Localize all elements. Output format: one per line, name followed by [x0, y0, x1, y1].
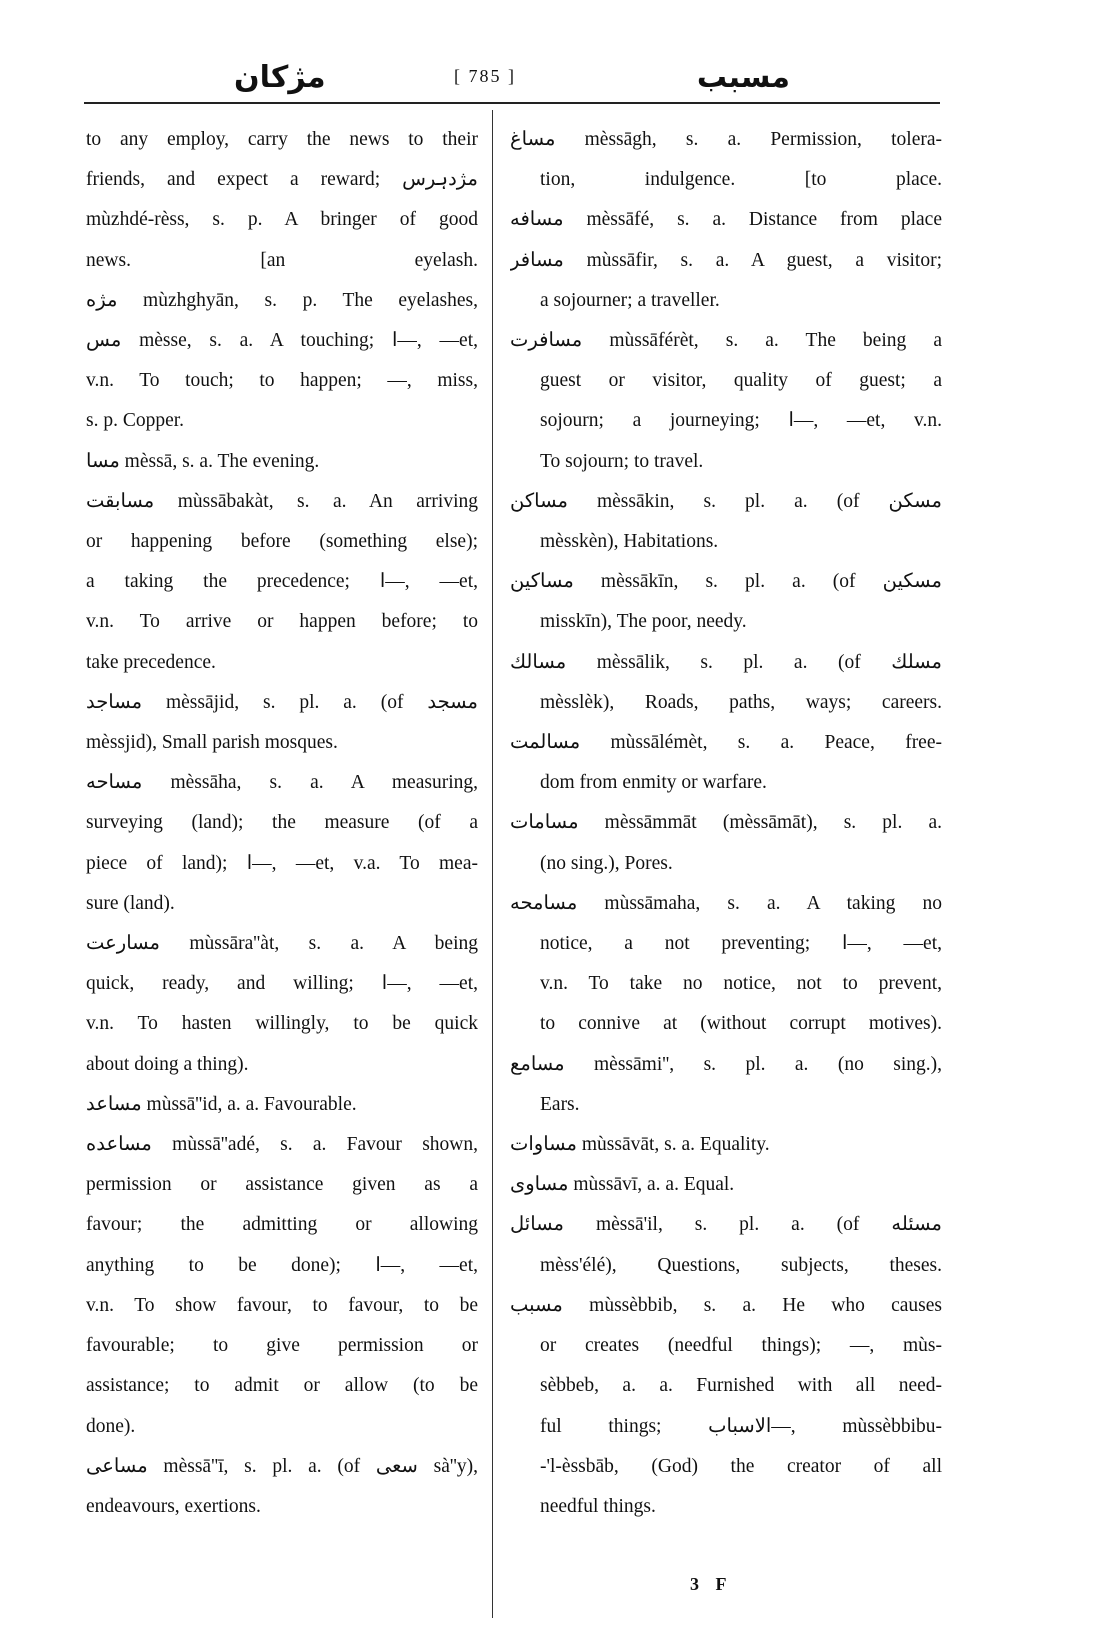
- entry-line: mèssjid), Small parish mosques.: [86, 732, 338, 754]
- entry-line: v.n. To show favour, to favour, to be: [86, 1294, 478, 1316]
- entry-line: مساحه mèssāha, s. a. A measuring,: [86, 772, 478, 794]
- entry-line: done).: [86, 1415, 136, 1437]
- entry-line: ful things; الاسباب—, mùssèbbibu-: [540, 1415, 942, 1437]
- entry-line: mèsslèk), Roads, paths, ways; careers.: [540, 691, 942, 713]
- entry-line: to any employ, carry the news to their: [86, 129, 478, 150]
- entry-line: guest or visitor, quality of guest; a: [540, 370, 942, 392]
- entry-line: مسافه mèssāfé, s. a. Distance from place: [510, 209, 942, 231]
- entry-line: مساكن mèssākin, s. pl. a. (of مسكن: [510, 490, 942, 512]
- entry-line: about doing a thing).: [86, 1053, 249, 1075]
- entry-line: surveying (land); the measure (of a: [86, 812, 478, 834]
- entry-line: favour; the admitting or allowing: [86, 1214, 478, 1236]
- entry-line: مسالمت mùssālémèt, s. a. Peace, free-: [510, 732, 942, 754]
- entry-line: piece of land); ا—, —et, v.a. To mea-: [86, 852, 478, 874]
- entry-line: مسارعت mùssāra''àt, s. a. A being: [86, 933, 478, 955]
- entry-line: مسالك mèssālik, s. pl. a. (of مسلك: [510, 651, 942, 673]
- entry-line: مساوات mùssāvāt, s. a. Equality.: [510, 1134, 770, 1156]
- page-number: [ 785 ]: [454, 66, 516, 86]
- entry-line: take precedence.: [86, 651, 216, 673]
- entry-line: tion, indulgence. [to place.: [540, 169, 942, 191]
- entry-line: a taking the precedence; ا—, —et,: [86, 571, 478, 593]
- entry-line: to connive at (without corrupt motives).: [540, 1013, 942, 1035]
- entry-line: permission or assistance given as a: [86, 1174, 478, 1196]
- entry-line: dom from enmity or warfare.: [540, 772, 767, 794]
- entry-line: sure (land).: [86, 892, 175, 914]
- entry-line: mùzhdé-rèss, s. p. A bringer of good: [86, 209, 478, 231]
- entry-line: مساعده mùssā''adé, s. a. Favour shown,: [86, 1134, 478, 1156]
- entry-line: مسافر mùssāfir, s. a. A guest, a visitor;: [510, 249, 942, 271]
- entry-line: quick, ready, and willing; ا—, —et,: [86, 973, 478, 995]
- entry-line: مساغ mèssāgh, s. a. Permission, tolera-: [510, 129, 942, 150]
- entry-line: misskīn), The poor, needy.: [540, 611, 747, 633]
- entry-line: مس mèsse, s. a. A touching; ا—, —et,: [86, 330, 478, 352]
- signature-mark: 3 F: [690, 1574, 733, 1594]
- left-headword: مژكان: [234, 60, 326, 95]
- entry-line: anything to be done); ا—, —et,: [86, 1254, 478, 1276]
- entry-line: sojourn; a journeying; ا—, —et, v.n.: [540, 410, 942, 432]
- entry-line: endeavours, exertions.: [86, 1495, 261, 1517]
- entry-line: v.n. To touch; to happen; —, miss,: [86, 370, 478, 392]
- entry-line: Ears.: [540, 1093, 580, 1115]
- entry-line: مسامات mèssāmmāt (mèssāmāt), s. pl. a.: [510, 812, 942, 834]
- entry-line: مساعی mèssā''ī, s. pl. a. (of سعی sà''y),: [86, 1455, 478, 1477]
- entry-line: مسافرت mùssāférèt, s. a. The being a: [510, 330, 942, 352]
- entry-line: friends, and expect a reward; مژدہرس: [86, 169, 478, 191]
- left-column: [86, 120, 478, 1527]
- header-rule: [84, 102, 940, 104]
- entry-line: مسامع mèssāmi'', s. pl. a. (no sing.),: [510, 1053, 942, 1075]
- entry-line: مساكين mèssākīn, s. pl. a. (of مسكين: [510, 571, 942, 593]
- right-column: [510, 120, 942, 1527]
- entry-line: مساعد mùssā''id, a. a. Favourable.: [86, 1093, 357, 1115]
- entry-line: mèss'élé), Questions, subjects, theses.: [540, 1254, 942, 1276]
- page-header: [84, 58, 940, 102]
- entry-line: a sojourner; a traveller.: [540, 289, 720, 311]
- entry-line: مسامحه mùssāmaha, s. a. A taking no: [510, 892, 942, 914]
- entry-line: favourable; to give permission or: [86, 1335, 478, 1357]
- entry-line: -'l-èssbāb, (God) the creator of all: [540, 1455, 942, 1477]
- entry-line: (no sing.), Pores.: [540, 852, 673, 874]
- entry-line: مسا mèssā, s. a. The evening.: [86, 450, 320, 472]
- column-divider: [492, 110, 493, 1618]
- entry-line: v.n. To arrive or happen before; to: [86, 611, 478, 633]
- entry-line: مسابقت mùssābakàt, s. a. An arriving: [86, 490, 478, 512]
- entry-line: v.n. To hasten willingly, to be quick: [86, 1013, 478, 1035]
- entry-line: مسائل mèssā'il, s. pl. a. (of مسئله: [510, 1214, 942, 1236]
- entry-line: notice, a not preventing; ا—, —et,: [540, 933, 942, 955]
- right-headword: مسبب: [696, 60, 790, 95]
- entry-line: v.n. To take no notice, not to prevent,: [540, 973, 942, 995]
- entry-line: مساجد mèssājid, s. pl. a. (of مسجد: [86, 691, 478, 713]
- entry-line: مسبب mùssèbbib, s. a. He who causes: [510, 1294, 942, 1316]
- entry-line: To sojourn; to travel.: [540, 450, 704, 472]
- entry-line: assistance; to admit or allow (to be: [86, 1375, 478, 1397]
- entry-line: or creates (needful things); —, mùs-: [540, 1335, 942, 1357]
- entry-line: or happening before (something else);: [86, 531, 478, 553]
- entry-line: news. [an eyelash.: [86, 249, 478, 271]
- entry-line: مژه mùzhghyān, s. p. The eyelashes,: [86, 289, 478, 311]
- entry-line: sèbbeb, a. a. Furnished with all need-: [540, 1375, 942, 1397]
- entry-line: مساوی mùssāvī, a. a. Equal.: [510, 1174, 735, 1196]
- entry-line: mèsskèn), Habitations.: [540, 531, 719, 553]
- entry-line: s. p. Copper.: [86, 410, 185, 432]
- entry-line: needful things.: [540, 1495, 656, 1517]
